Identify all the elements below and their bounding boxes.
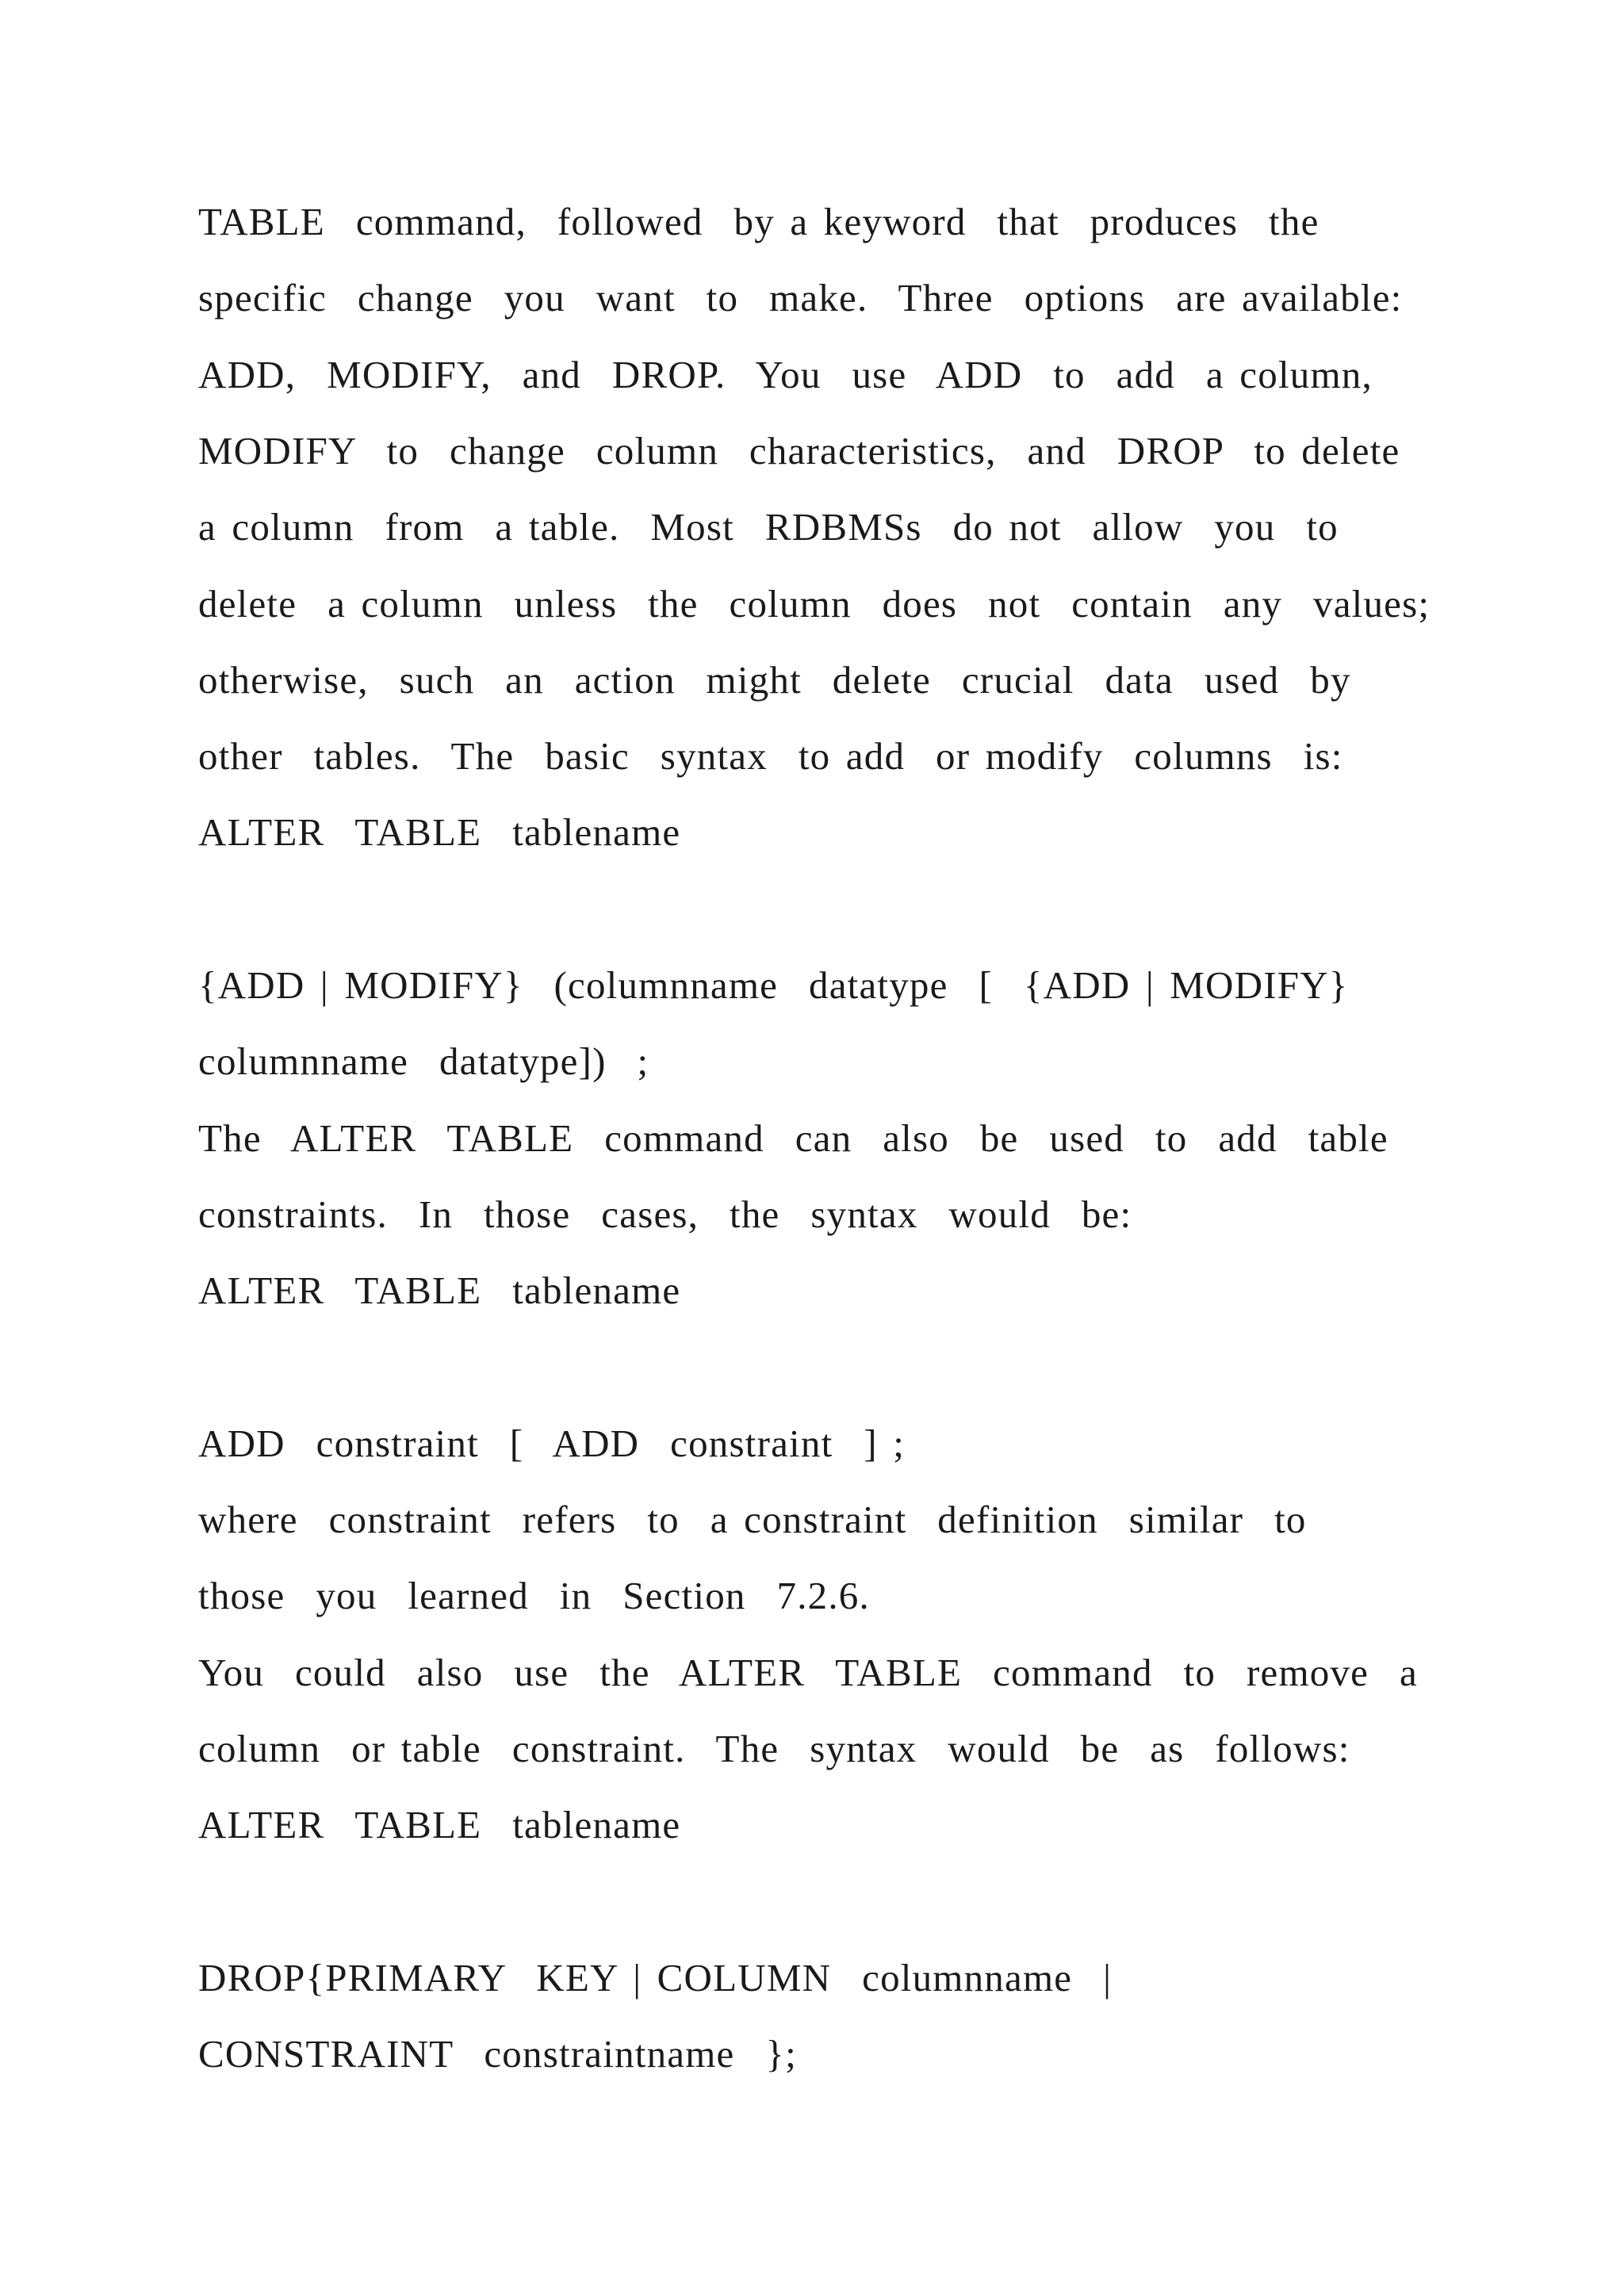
text-line: constraints. In those cases, the syntax would be: xyxy=(198,1192,1132,1236)
text-line: The ALTER TABLE command can also be used to add table xyxy=(198,1116,1388,1160)
text-line: delete a column unless the column does not contain any values; xyxy=(198,582,1431,626)
text-line: a column from a table. Most RDBMSs do not allow you to xyxy=(198,505,1339,549)
code-line: ADD constraint [ ADD constraint ] ; xyxy=(198,1422,906,1465)
text-line: where constraint refers to a constraint definition similar to xyxy=(198,1498,1307,1541)
text-line: column or table constraint. The syntax would be as follows: xyxy=(198,1727,1350,1770)
text-line: specific change you want to make. Three options are available: xyxy=(198,276,1403,320)
code-line: DROP{PRIMARY KEY | COLUMN columnname | xyxy=(198,1956,1113,1999)
text-line: those you learned in Section 7.2.6. xyxy=(198,1574,870,1617)
text-line: other tables. The basic syntax to add or modify columns is: xyxy=(198,734,1343,778)
text-line: You could also use the ALTER TABLE command to remove a xyxy=(198,1651,1418,1694)
code-line: ALTER TABLE tablename xyxy=(198,1269,681,1312)
text-line: MODIFY to change column characteristics, and DROP to delete xyxy=(198,429,1400,473)
text-line: otherwise, such an action might delete crucial data used by xyxy=(198,658,1351,702)
code-line: ALTER TABLE tablename xyxy=(198,810,681,854)
code-line: {ADD | MODIFY} (columnname datatype [ {ADD | MODIFY} xyxy=(198,963,1349,1007)
code-line: ALTER TABLE tablename xyxy=(198,1803,681,1846)
code-line: columnname datatype]) ; xyxy=(198,1039,649,1083)
code-line: CONSTRAINT constraintname }; xyxy=(198,2032,797,2076)
text-line: TABLE command, followed by a keyword that produces the xyxy=(198,200,1320,243)
text-line: ADD, MODIFY, and DROP. You use ADD to add a column, xyxy=(198,353,1373,396)
